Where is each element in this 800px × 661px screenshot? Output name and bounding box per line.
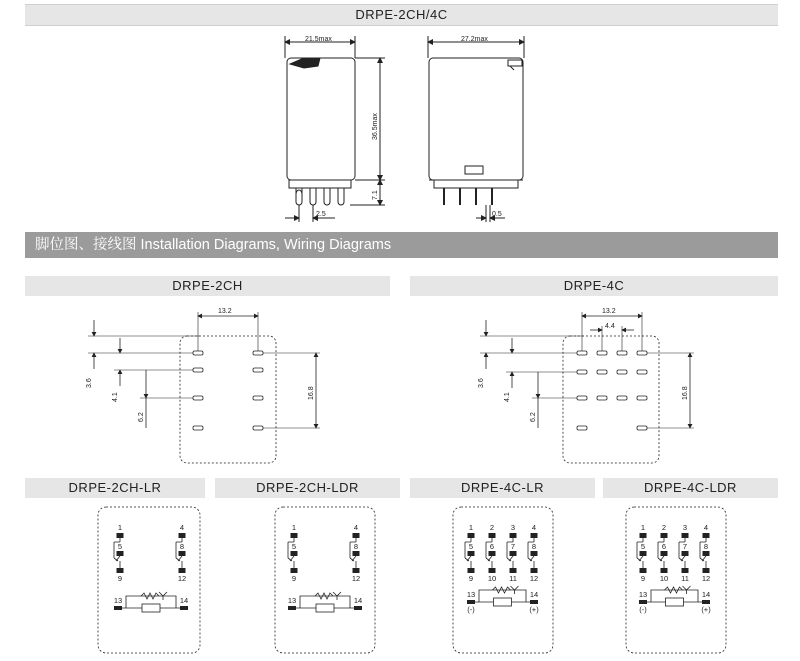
pin-label: 10	[487, 574, 497, 583]
terminal	[468, 551, 475, 556]
relay-front-view	[285, 36, 385, 222]
pin-label: 1	[640, 523, 646, 532]
pin-slot	[637, 351, 647, 355]
terminal	[117, 568, 124, 573]
coil-terminal	[354, 606, 362, 610]
pin-label: 8	[179, 542, 185, 551]
relay-body	[429, 58, 523, 180]
terminal	[510, 533, 517, 538]
led-diode-icon	[333, 592, 341, 596]
pin-slot	[193, 426, 203, 430]
pin-label: 13	[638, 590, 648, 599]
relay-body	[287, 58, 355, 180]
pin-label: 7	[510, 542, 516, 551]
terminal	[179, 568, 186, 573]
relay-base	[434, 180, 518, 188]
pin-label: 8	[531, 542, 537, 551]
install-4c	[480, 312, 694, 463]
terminal	[489, 533, 496, 538]
relay-pin	[296, 188, 302, 205]
terminal	[117, 551, 124, 556]
terminal	[353, 568, 360, 573]
relay-tab	[290, 58, 320, 68]
pin-label: 2	[489, 523, 495, 532]
terminal	[531, 533, 538, 538]
relay-pin	[338, 188, 344, 205]
pin-slot	[577, 370, 587, 374]
polarity-label: (-)	[467, 605, 475, 614]
polarity-label: (-)	[639, 605, 647, 614]
pin-label: 5	[468, 542, 474, 551]
coil-terminal	[180, 606, 188, 610]
terminal	[703, 551, 710, 556]
pin-slot	[193, 396, 203, 400]
pin-label: 12	[529, 574, 539, 583]
pin-slot	[577, 396, 587, 400]
pin-label: 2	[661, 523, 667, 532]
terminal	[291, 533, 298, 538]
pin-label: 13	[466, 590, 476, 599]
pin-label: 8	[353, 542, 359, 551]
relay-pin	[324, 188, 330, 205]
pin-label: 11	[509, 574, 517, 583]
pin-label: 11	[681, 574, 689, 583]
pin-label: 1	[291, 523, 297, 532]
pin-slot	[617, 370, 627, 374]
terminal	[179, 551, 186, 556]
pin-label: 7	[682, 542, 688, 551]
section-title: 脚位图、接线图 Installation Diagrams, Wiring Diagrams	[35, 237, 392, 253]
led-icon	[159, 592, 167, 596]
pin-slot	[597, 396, 607, 400]
terminal	[682, 568, 689, 573]
dim-pin-len: 7.1	[372, 190, 379, 200]
coil-symbol	[494, 598, 512, 606]
pin-slot	[253, 396, 263, 400]
pin-slot	[617, 351, 627, 355]
pin-label: 4	[703, 523, 709, 532]
pin-slot	[253, 351, 263, 355]
terminal	[117, 533, 124, 538]
dim-width1: 21.5max	[305, 36, 332, 43]
coil-symbol	[142, 604, 160, 612]
terminal	[703, 533, 710, 538]
pin-label: 14	[701, 590, 711, 599]
terminal	[682, 551, 689, 556]
terminal	[510, 568, 517, 573]
relay-tab	[508, 60, 522, 70]
dim-2ch-d2: 4.1	[112, 392, 119, 402]
relay-base	[289, 180, 351, 188]
dim-2ch-right: 16.8	[308, 386, 315, 400]
dim-4c-d2: 4.1	[504, 392, 511, 402]
install-left-title: DRPE-2CH	[172, 278, 243, 293]
wiring-title-2: DRPE-2CH-LDR	[256, 480, 359, 495]
pin-label: 3	[682, 523, 688, 532]
pin-label: 9	[291, 574, 297, 583]
pin-label: 5	[291, 542, 297, 551]
pin-label: 14	[179, 596, 189, 605]
pin-label: 13	[113, 596, 123, 605]
led-diode-icon	[683, 586, 691, 590]
pin-label: 1	[468, 523, 474, 532]
pin-label: 5	[640, 542, 646, 551]
dim-pitch: 2.5	[316, 211, 326, 218]
dim-4c-d1: 3.6	[478, 378, 485, 388]
relay-side-view	[428, 36, 524, 222]
coil-terminal	[114, 606, 122, 610]
pin-label: 4	[179, 523, 185, 532]
pins-2ch	[193, 351, 263, 430]
terminal	[489, 551, 496, 556]
pin-label: 12	[351, 574, 361, 583]
pin-label: 6	[661, 542, 667, 551]
pin-label: 4	[531, 523, 537, 532]
pin-label: 9	[468, 574, 474, 583]
dim-4c-top: 13.2	[602, 308, 616, 315]
pin-label: 14	[529, 590, 539, 599]
terminal	[703, 568, 710, 573]
pin-slot	[597, 351, 607, 355]
led-icon	[511, 586, 519, 590]
dim-height: 36.5max	[372, 113, 379, 140]
install-right-title: DRPE-4C	[563, 278, 625, 293]
wiring-diagrams	[114, 523, 711, 614]
install-2ch	[88, 312, 320, 463]
dim-2ch-d3: 6.2	[138, 412, 145, 422]
coil-terminal	[702, 600, 710, 604]
dim-width2: 27.2max	[461, 36, 488, 43]
terminal	[640, 533, 647, 538]
terminal	[510, 551, 517, 556]
pin-label: 9	[640, 574, 646, 583]
relay-pin	[310, 188, 316, 205]
terminal	[640, 568, 647, 573]
pin-label: 3	[510, 523, 516, 532]
dim-thick: 0.5	[492, 211, 502, 218]
wiring-title-1: DRPE-2CH-LR	[68, 480, 162, 495]
dim-4c-mid: 4.4	[605, 323, 615, 330]
terminal	[291, 568, 298, 573]
terminal	[682, 533, 689, 538]
coil-terminal	[288, 606, 296, 610]
pin-label: 6	[489, 542, 495, 551]
pin-label: 12	[701, 574, 711, 583]
pin-label: 14	[353, 596, 363, 605]
terminal	[661, 568, 668, 573]
terminal	[353, 533, 360, 538]
wiring-title-3: DRPE-4C-LR	[460, 480, 544, 495]
pin-slot	[253, 368, 263, 372]
terminal	[661, 533, 668, 538]
pin-label: 10	[659, 574, 669, 583]
terminal	[531, 568, 538, 573]
relay-label	[465, 166, 483, 174]
coil-terminal	[530, 600, 538, 604]
pin-slot	[637, 396, 647, 400]
pin-slot	[637, 426, 647, 430]
terminal	[489, 568, 496, 573]
pin-label: 1	[117, 523, 123, 532]
pin-label: 5	[117, 542, 123, 551]
terminal	[531, 551, 538, 556]
terminal	[468, 568, 475, 573]
dim-4c-d3: 6.2	[530, 412, 537, 422]
terminal	[468, 533, 475, 538]
pin-slot	[577, 351, 587, 355]
pin-slot	[193, 368, 203, 372]
polarity-label: (+)	[701, 605, 711, 614]
terminal	[640, 551, 647, 556]
pin-slot	[637, 370, 647, 374]
coil-symbol	[666, 598, 684, 606]
pin-slot	[597, 370, 607, 374]
pin-label: 4	[353, 523, 359, 532]
pin-label: 9	[117, 574, 123, 583]
terminal	[179, 533, 186, 538]
pin-label: 13	[287, 596, 297, 605]
pins-4c	[577, 351, 647, 430]
terminal	[291, 551, 298, 556]
coil-terminal	[639, 600, 647, 604]
pin-slot	[617, 396, 627, 400]
page-title: DRPE-2CH/4C	[355, 7, 448, 22]
coil-terminal	[467, 600, 475, 604]
dim-2ch-top: 13.2	[218, 308, 232, 315]
coil-symbol	[316, 604, 334, 612]
terminal	[353, 551, 360, 556]
pin-label: 8	[703, 542, 709, 551]
dim-2ch-d1: 3.6	[86, 378, 93, 388]
dim-4c-right: 16.8	[682, 386, 689, 400]
pin-slot	[577, 426, 587, 430]
pin-slot	[253, 426, 263, 430]
pin-slot	[193, 351, 203, 355]
terminal	[661, 551, 668, 556]
polarity-label: (+)	[529, 605, 539, 614]
pin-label: 12	[177, 574, 187, 583]
wiring-title-4: DRPE-4C-LDR	[644, 480, 737, 495]
